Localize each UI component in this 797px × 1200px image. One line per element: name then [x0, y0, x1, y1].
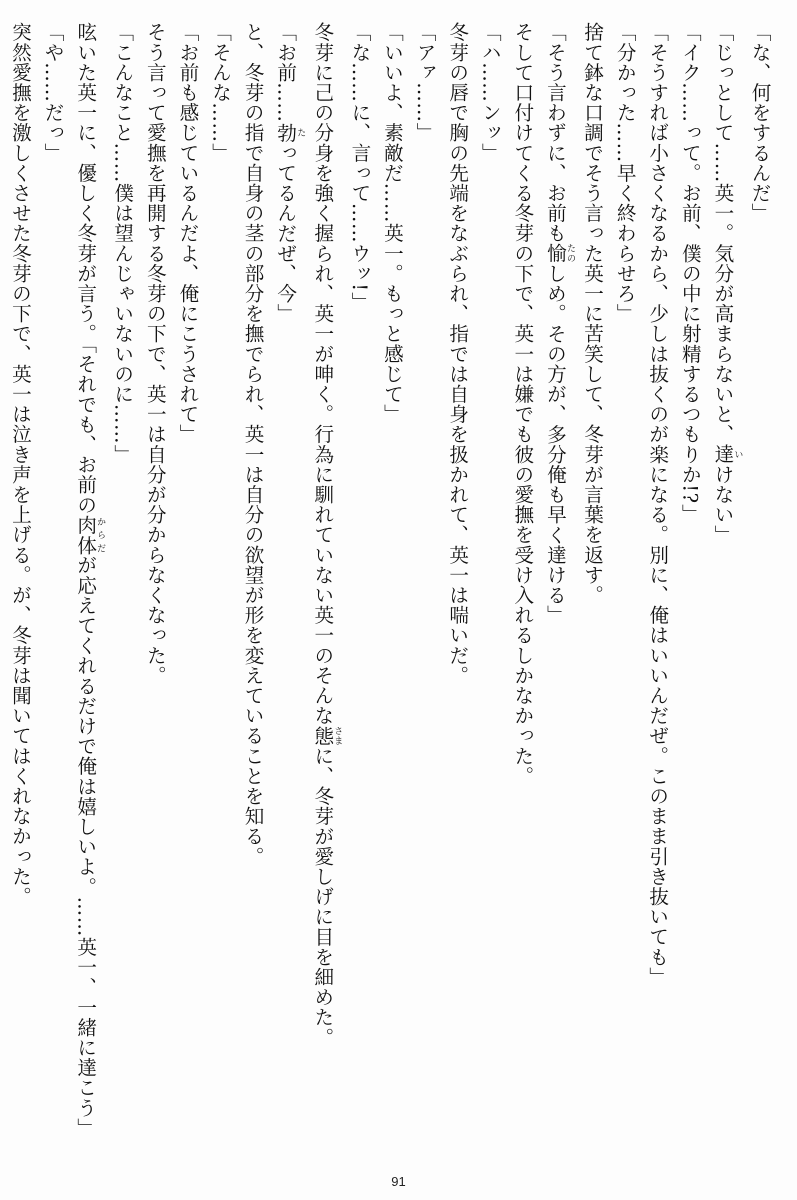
text-line: 「いいよ、素敵だ……英一。もっと感じて」: [380, 22, 404, 424]
text-line: 突然愛撫を激しくさせた冬芽の下で、英一は泣き声を上げる。が、冬芽は聞いてはくれなかった。: [8, 22, 32, 907]
text-line: 「じっとして……英一。気分が高まらないと、達いけない」: [710, 22, 743, 545]
text-line: 「や……だっ」: [41, 22, 65, 163]
text-line: 「な……に、言って……ウッ!」: [347, 22, 371, 312]
text-line: 「アァ……」: [413, 22, 437, 143]
ruby-annotation: 愉たの: [543, 243, 575, 264]
text-line: と、冬芽の指で自身の茎の部分を撫でられ、英一は自分の欲望が形を変えていることを知る。: [241, 22, 265, 867]
text-line: 冬芽の唇で胸の先端をなぶられ、指では自身を扱かれて、英一は喘いだ。: [445, 22, 469, 686]
text-line: 「お前も感じているんだよ、俺にこうされて」: [175, 22, 199, 445]
page-number: 91: [391, 1174, 406, 1189]
ruby-annotation: 達い: [710, 444, 743, 465]
vertical-text-body: [0, 22, 775, 1152]
text-line: 「な、何をするんだ」: [748, 22, 771, 223]
text-line: 「ハ……ンッ」: [478, 22, 502, 163]
text-line: 「分かった……早く終わらせろ」: [613, 22, 637, 324]
text-line: 「こんなこと……僕は望んじゃいないのに……」: [110, 22, 134, 465]
ruby-annotation: 肉体からだ: [73, 514, 106, 555]
text-line: 捨て鉢な口調でそう言った英一に苦笑して、冬芽が言葉を返す。: [580, 22, 604, 605]
text-line: 「お前……勃たってるんだぜ、今」: [273, 22, 306, 324]
ruby-annotation: 態さま: [310, 725, 343, 746]
text-line: そう言って愛撫を再開する冬芽の下で、英一は自分が分からなくなった。: [143, 22, 167, 686]
text-line: 「そんな……」: [208, 22, 232, 163]
text-line: 冬芽に己の分身を強く握られ、英一が呻く。行為に馴れていない英一のそんな態さまに、冬芽が愛しげに目を細めた。: [310, 22, 343, 1048]
ruby-annotation: 勃た: [273, 122, 306, 143]
text-line: そして口付けてくる冬芽の下で、英一は嫌でも彼の愛撫を受け入れるしかなかった。: [510, 22, 534, 786]
text-line: 「そう言わずに、お前も愉たのしめ。その方が、多分俺も早く達ける」: [543, 22, 575, 626]
text-line: 「イク……って。お前、僕の中に射精するつもりか!?」: [678, 22, 702, 524]
text-line: 呟いた英一に、優しく冬芽が言う。「それでも、お前の肉体からだが応えてくれるだけで俺は嬉しいよ。……英一、一緒に達こう」: [73, 22, 106, 1138]
text-line: 「そうすれば小さくなるから、少しは抜くのが楽になる。別に、俺はいいんだぜ。このまま引き抜いても」: [645, 22, 669, 987]
